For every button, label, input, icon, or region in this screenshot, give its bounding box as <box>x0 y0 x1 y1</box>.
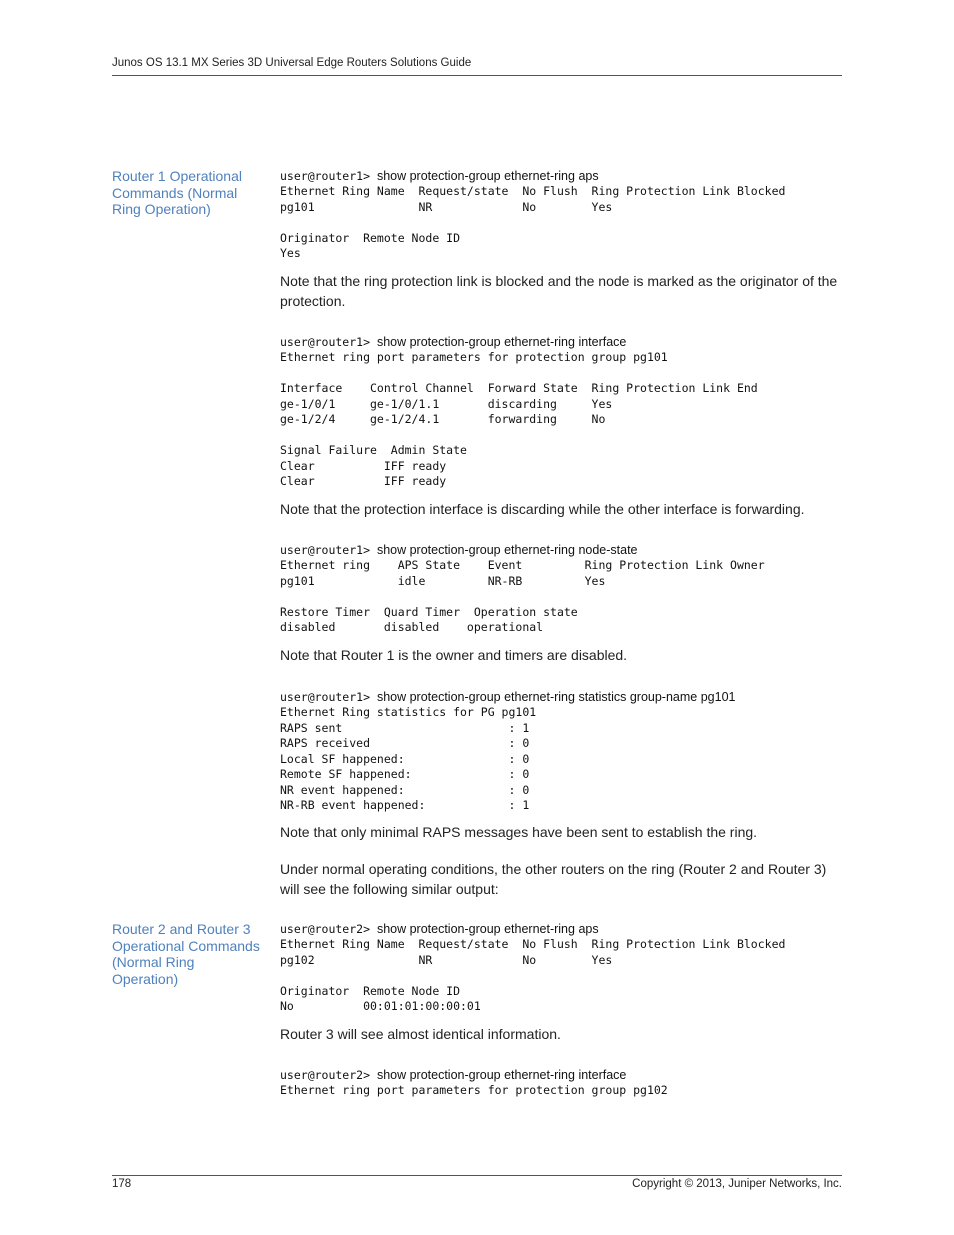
cli-prompt: user@router2> <box>280 1068 377 1082</box>
command-output: Ethernet ring port parameters for protection group pg102 <box>280 1083 668 1097</box>
running-header: Junos OS 13.1 MX Series 3D Universal Edge Routers Solutions Guide <box>112 57 472 69</box>
note-paragraph: Note that only minimal RAPS messages have been sent to establish the ring. <box>280 824 758 840</box>
cli-command: show protection-group ethernet-ring aps <box>376 922 599 936</box>
command-output: Ethernet Ring Name Request/state No Flush Ring Protection Link Blocked pg102 NR No Yes Originator Remote Node ID No 00:01:01:00:00:01 <box>280 937 786 1013</box>
cli-command: show protection-group ethernet-ring aps <box>376 169 599 183</box>
command-output: Ethernet Ring Name Request/state No Flush Ring Protection Link Blocked pg101 NR No Yes Originator Remote Node ID Yes <box>280 184 786 260</box>
cli-command: show protection-group ethernet-ring interface <box>376 1068 627 1082</box>
cli-prompt: user@router2> <box>280 922 377 936</box>
command-block-node-state-router1 <box>280 542 840 636</box>
note-paragraph: Note that the ring protection link is blocked and the node is marked as the originator of the protection. <box>280 273 838 309</box>
command-line <box>280 1067 840 1083</box>
command-output: Ethernet ring port parameters for protection group pg101 Interface Control Channel Forward State Ring Protection Link End ge-1/0/1 ge-1/0/1.1 discarding Yes ge-1/2/4 ge-1/2/4.1 forwarding No Signal Failure Admin State Clear IFF ready Clear IFF ready <box>280 350 758 488</box>
section-heading-router2-router3: Router 2 and Router 3 Operational Commands (Normal Ring Operation) <box>112 921 260 987</box>
command-output: Ethernet Ring statistics for PG pg101 RAPS sent : 1 RAPS received : 0 Local SF happened: : 0 Remote SF happened: : 0 NR event happened: : 0 NR-RB event happened: : 1 <box>280 705 537 812</box>
command-block-interface-router1 <box>280 334 840 490</box>
command-line <box>280 689 840 705</box>
cli-prompt: user@router1> <box>280 690 377 704</box>
command-line <box>280 168 840 184</box>
footer-divider <box>112 1175 842 1176</box>
command-line <box>280 921 840 937</box>
note-paragraph: Router 3 will see almost identical information. <box>280 1026 561 1042</box>
cli-prompt: user@router1> <box>280 543 377 557</box>
intro-paragraph: Under normal operating conditions, the other routers on the ring (Router 2 and Router 3) will see the following similar output: <box>280 861 827 897</box>
cli-command: show protection-group ethernet-ring interface <box>376 335 627 349</box>
command-block-statistics-router1 <box>280 689 840 814</box>
command-line <box>280 542 840 558</box>
command-block-interface-router2 <box>280 1067 840 1099</box>
page-number: 178 <box>112 1178 132 1190</box>
section-heading-router1: Router 1 Operational Commands (Normal Ring Operation) <box>112 168 242 217</box>
command-output: Ethernet ring APS State Event Ring Protection Link Owner pg101 idle NR-RB Yes Restore Timer Quard Timer Operation state disabled disabled operational <box>280 558 765 634</box>
command-block-aps-router1 <box>280 168 840 262</box>
cli-prompt: user@router1> <box>280 169 377 183</box>
note-paragraph: Note that the protection interface is discarding while the other interface is forwarding. <box>280 501 805 517</box>
cli-command: show protection-group ethernet-ring statistics group-name pg101 <box>376 690 736 704</box>
cli-command: show protection-group ethernet-ring node-state <box>376 543 638 557</box>
cli-prompt: user@router1> <box>280 335 377 349</box>
command-block-aps-router2 <box>280 921 840 1015</box>
header-divider <box>112 75 842 76</box>
command-line <box>280 334 840 350</box>
note-paragraph: Note that Router 1 is the owner and timers are disabled. <box>280 647 628 663</box>
copyright-notice: Copyright © 2013, Juniper Networks, Inc. <box>632 1178 842 1190</box>
